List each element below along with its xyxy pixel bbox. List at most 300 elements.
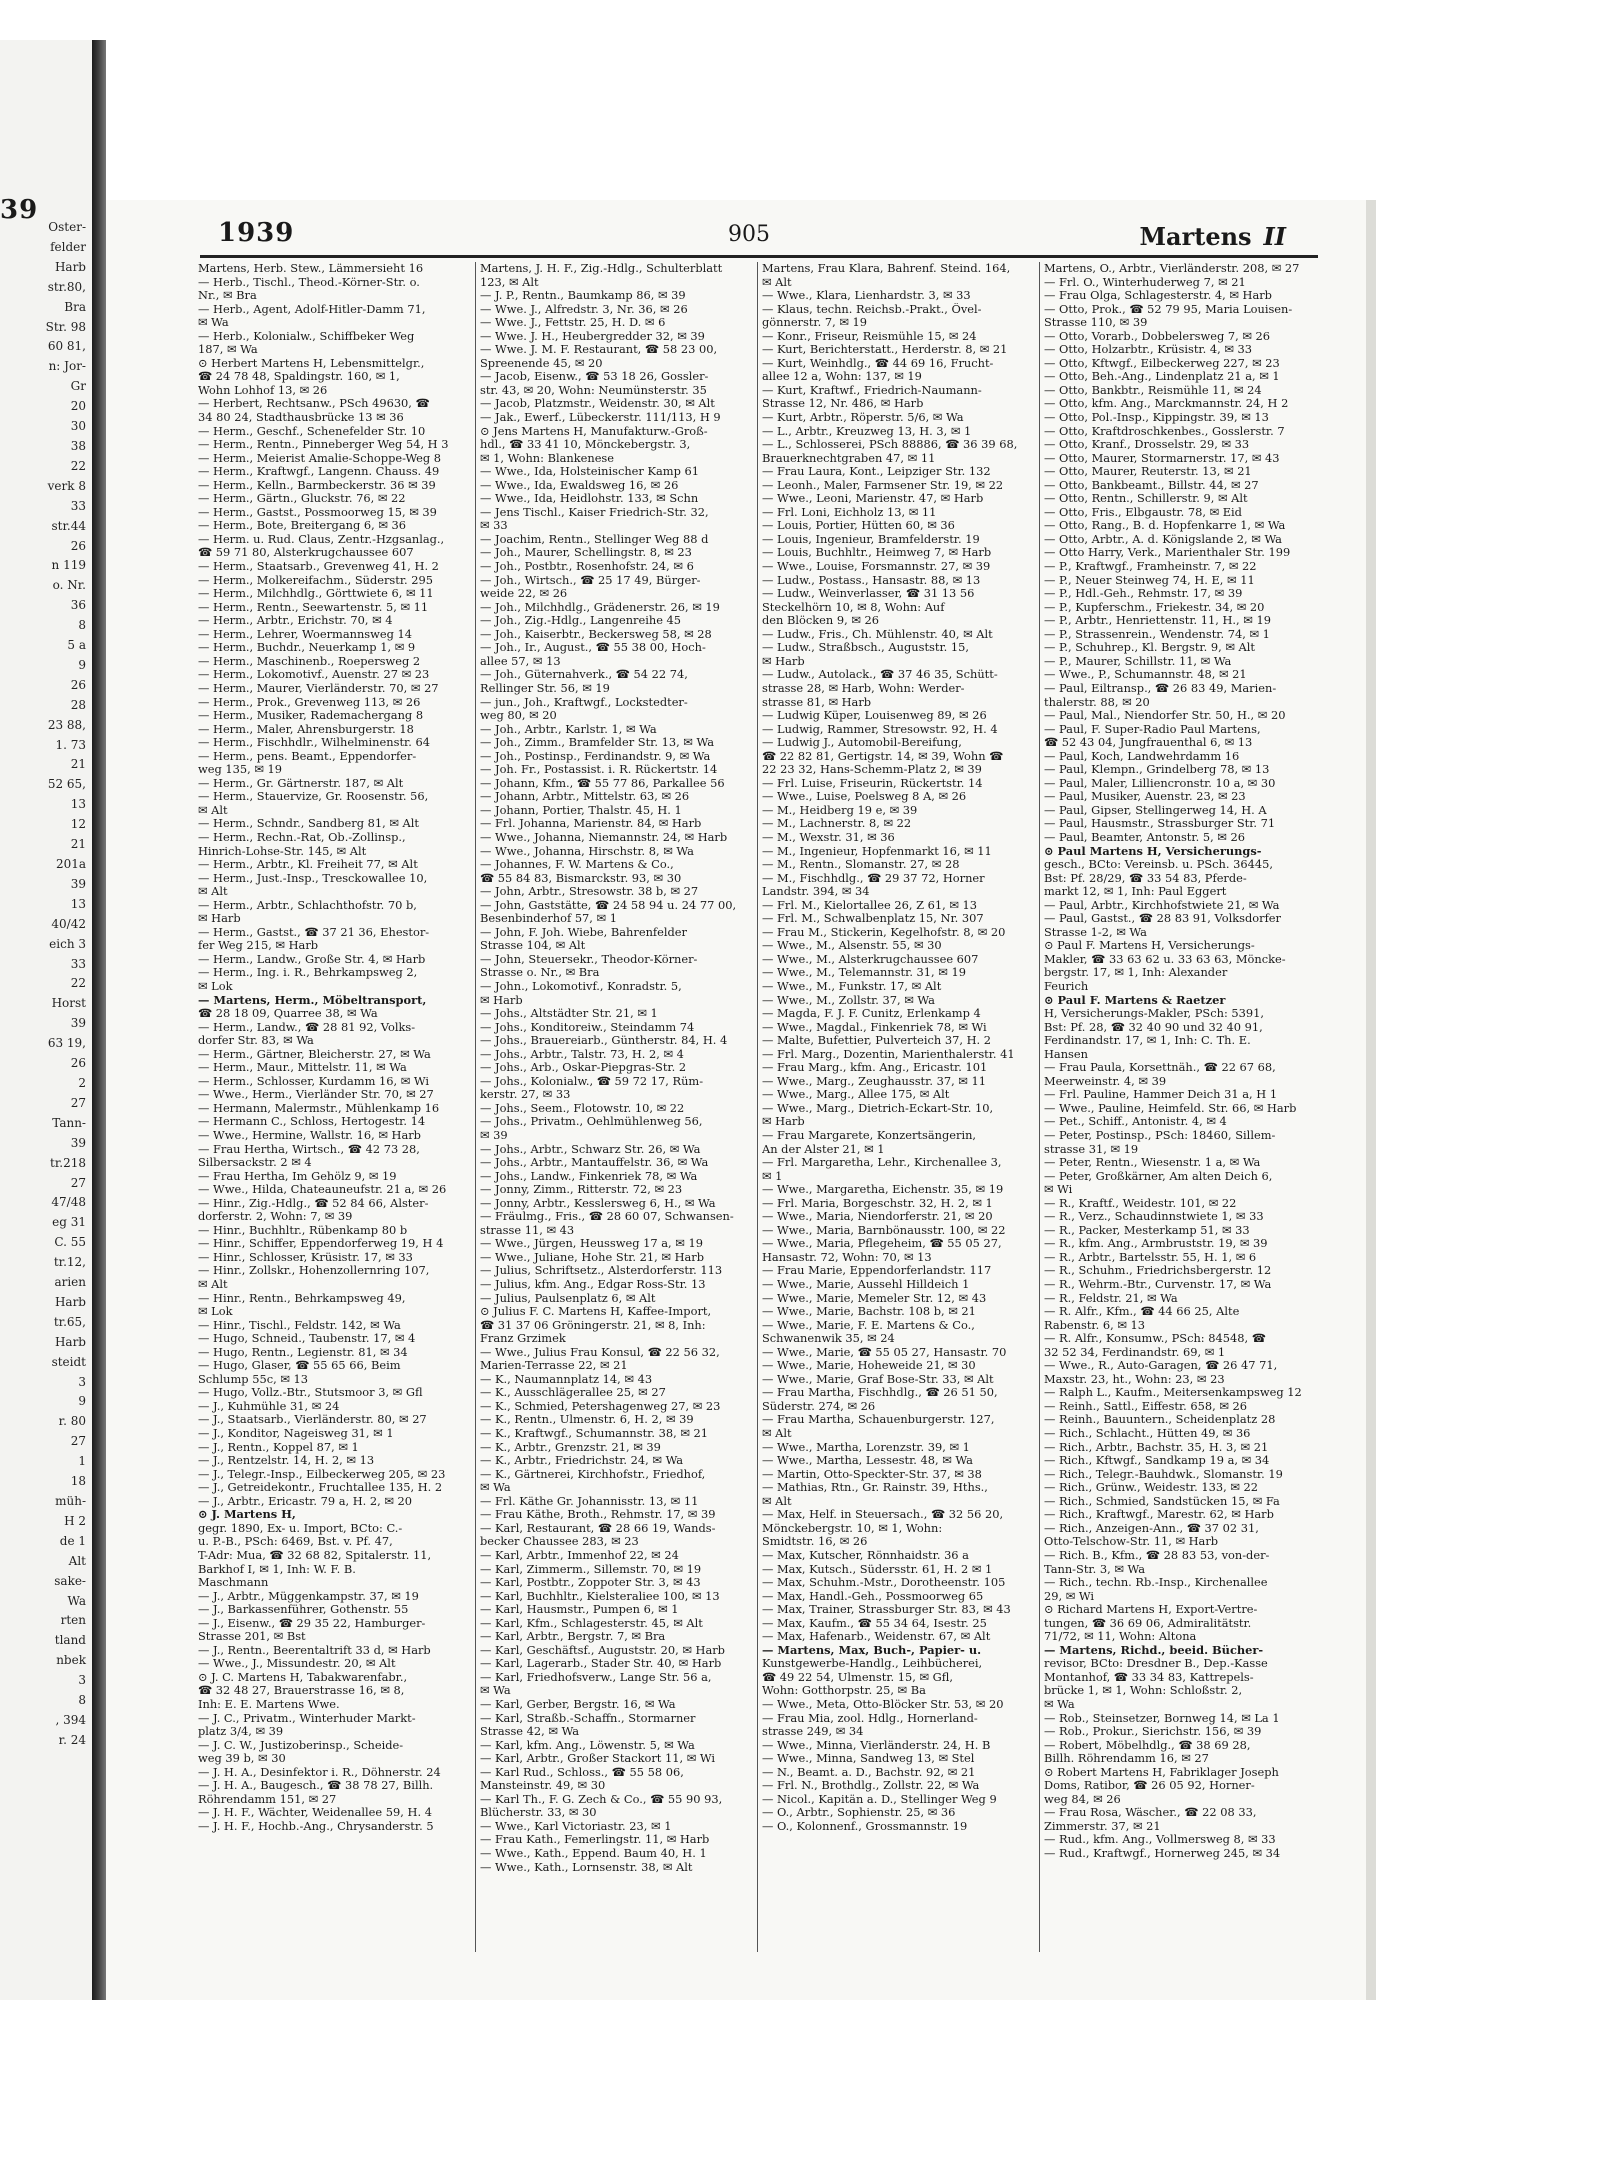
- directory-entry: — Frau Rosa, Wäscher., ☎ 22 08 33,: [1044, 1806, 1257, 1820]
- directory-entry: — Herm., Maler, Ahrensburgerstr. 18: [198, 722, 414, 736]
- directory-entry: — M., Rentn., Slomanstr. 27, ✉ 28: [762, 858, 960, 872]
- directory-entry: Maxstr. 23, ht., Wohn: 23, ✉ 23: [1044, 1372, 1225, 1386]
- directory-entry: — M., Ingenieur, Hopfenmarkt 16, ✉ 11: [762, 844, 992, 858]
- directory-entry: — Wwe., Jürgen, Heussweg 17 a, ✉ 19: [480, 1237, 703, 1251]
- directory-entry: — Ludw., Autolack., ☎ 37 46 35, Schütt-: [762, 668, 998, 682]
- page-header: [108, 208, 1316, 251]
- directory-entry: — Otto, Vorarb., Dobbelersweg 7, ✉ 26: [1044, 329, 1271, 343]
- directory-entry: Süderstr. 274, ✉ 26: [762, 1399, 876, 1413]
- directory-entry: Maschmann: [198, 1576, 269, 1590]
- directory-entry: weide 22, ✉ 26: [480, 587, 568, 601]
- directory-entry: 22 23 32, Hans-Schemm-Platz 2, ✉ 39: [762, 763, 982, 777]
- directory-entry: Tann-Str. 3, ✉ Wa: [1044, 1562, 1146, 1576]
- directory-entry: — Frl. Margaretha, Lehr., Kirchenallee 3,: [762, 1156, 1002, 1170]
- previous-page-fragment: nbek: [56, 1653, 86, 1668]
- directory-entry: — Herm. u. Rud. Claus, Zentr.-Hzgsanlag.,: [198, 532, 445, 546]
- previous-page-fragment: Gr: [70, 379, 86, 394]
- directory-entry: — Herm., Schndr., Sandberg 81, ✉ Alt: [198, 817, 419, 831]
- previous-page-fragment: r. 24: [58, 1732, 86, 1747]
- directory-entry: Brauerknechtgraben 47, ✉ 11: [762, 451, 936, 465]
- directory-entry: — K., Kraftwgf., Schumannstr. 38, ✉ 21: [480, 1427, 709, 1441]
- directory-entry: — K., Ausschlägerallee 25, ✉ 27: [480, 1386, 666, 1400]
- directory-entry: — P., Kraftwgf., Framheinstr. 7, ✉ 22: [1044, 560, 1257, 574]
- previous-page-fragment: 39: [70, 1135, 86, 1150]
- directory-entry: — Ludwig, Rammer, Stresowstr. 92, H. 4: [762, 722, 998, 736]
- previous-page-fragment: Wa: [67, 1593, 86, 1608]
- directory-entry: — Jacob, Platzmstr., Weidenstr. 30, ✉ Alt: [480, 397, 715, 411]
- directory-entry: — Joh., Postbtr., Rosenhofstr. 24, ✉ 6: [480, 560, 694, 574]
- directory-entry: — Wwe. J., Fettstr. 25, H. D. ✉ 6: [480, 316, 666, 330]
- directory-entry: platz 3/4, ✉ 39: [198, 1725, 284, 1739]
- previous-page-fragment: tr.12,: [53, 1255, 86, 1270]
- directory-entry: — Hinr., Zollskr., Hohenzollernring 107,: [198, 1264, 430, 1278]
- directory-entry: ✉ Lok: [198, 979, 233, 993]
- directory-entry: — Johs., Arb., Oskar-Piepgras-Str. 2: [480, 1061, 687, 1075]
- directory-entry: — Wwe., J., Missundestr. 20, ✉ Alt: [198, 1657, 396, 1671]
- directory-entry: — Wwe., Marie, Hoheweide 21, ✉ 30: [762, 1359, 976, 1373]
- directory-entry: — Herm., Staatsarb., Grevenweg 41, H. 2: [198, 560, 439, 574]
- directory-entry: Steckelhörn 10, ✉ 8, Wohn: Auf: [762, 600, 945, 614]
- directory-entry: — Karl, Lagerarb., Stader Str. 40, ✉ Harb: [480, 1657, 722, 1671]
- directory-entry: Wohn Lohhof 13, ✉ 26: [198, 383, 328, 397]
- directory-entry: — Wwe., Marie, Bachstr. 108 b, ✉ 21: [762, 1305, 976, 1319]
- directory-entry: — Rob., Prokur., Sierichstr. 156, ✉ 39: [1044, 1725, 1262, 1739]
- directory-entry: — Wwe., Julius Frau Konsul, ☎ 22 56 32,: [480, 1345, 720, 1359]
- directory-entry: — Klaus, techn. Reichsb.-Prakt., Övel-: [762, 302, 982, 316]
- previous-page-fragment: 28: [70, 697, 86, 712]
- directory-entry: — J. P., Rentn., Baumkamp 86, ✉ 39: [480, 289, 686, 303]
- directory-entry: — Rud., kfm. Ang., Vollmersweg 8, ✉ 33: [1044, 1833, 1276, 1847]
- directory-entry: — Paul, Beamter, Antonstr. 5, ✉ 26: [1044, 830, 1245, 844]
- previous-page-fragment: tland: [54, 1633, 86, 1648]
- previous-page-fragment: 63 19,: [47, 1036, 86, 1051]
- directory-entry: — Paul, Hausmstr., Strassburger Str. 71: [1044, 817, 1276, 831]
- directory-entry: Montanhof, ☎ 33 34 83, Kattrepels-: [1044, 1670, 1254, 1684]
- directory-entry: — Louis, Portier, Hütten 60, ✉ 36: [762, 519, 955, 533]
- directory-entry: — Herm., Geschf., Schenefelder Str. 10: [198, 424, 426, 438]
- directory-entry: Mönckebergstr. 10, ✉ 1, Wohn:: [762, 1521, 943, 1535]
- directory-entry: — John., Lokomotivf., Konradstr. 5,: [480, 979, 682, 993]
- directory-entry: — Wwe., Maria, Barnbönausstr. 100, ✉ 22: [762, 1223, 1006, 1237]
- directory-entry: — Wwe., Luise, Poelsweg 8 A, ✉ 26: [762, 790, 967, 804]
- directory-entry: ⊙ Paul F. Martens H, Versicherungs-: [1044, 939, 1255, 953]
- previous-page-fragment: 60 81,: [47, 339, 86, 354]
- directory-entry: — J. H. A., Desinfektor i. R., Döhnerstr. 24: [198, 1765, 441, 1779]
- directory-entry: ⊙ Herbert Martens H, Lebensmittelgr.,: [198, 356, 425, 370]
- page-year: 1939: [218, 218, 295, 248]
- directory-entry: — Robert, Möbelhdlg., ☎ 38 69 28,: [1044, 1738, 1251, 1752]
- directory-entry: ☎ 22 82 81, Gertigstr. 14, ✉ 39, Wohn ☎: [762, 749, 1004, 763]
- directory-entry: — Joh. Fr., Postassist. i. R. Rückertstr. 14: [480, 763, 718, 777]
- directory-entry: ✉ Alt: [762, 275, 792, 289]
- column-1: [198, 262, 466, 1952]
- previous-page-fragment: 1: [78, 1454, 86, 1469]
- directory-entry: ✉ Alt: [762, 1427, 792, 1441]
- directory-entry: Mansteinstr. 49, ✉ 30: [480, 1779, 606, 1793]
- directory-entry: — John, Steuersekr., Theodor-Körner-: [480, 952, 698, 966]
- previous-page-fragment: de 1: [59, 1533, 86, 1548]
- directory-entry: Besenbinderhof 57, ✉ 1: [480, 912, 617, 926]
- directory-entry: — J. H. F., Hochb.-Ang., Chrysanderstr. 5: [198, 1819, 434, 1833]
- directory-entry: Otto-Telschow-Str. 11, ✉ Harb: [1044, 1535, 1219, 1549]
- directory-entry: — P., Arbtr., Henriettenstr. 11, H., ✉ 19: [1044, 614, 1271, 628]
- directory-entry: ⊙ Julius F. C. Martens H, Kaffee-Import,: [480, 1305, 712, 1319]
- directory-entry: — R. Alfr., Kfm., ☎ 44 66 25, Alte: [1044, 1305, 1240, 1319]
- previous-page-fragment: 21: [70, 837, 86, 852]
- directory-entry: — Kurt, Arbtr., Röperstr. 5/6, ✉ Wa: [762, 411, 964, 425]
- previous-page-fragment: 18: [70, 1474, 86, 1489]
- directory-entry: — Wwe., Kath., Eppend. Baum 40, H. 1: [480, 1846, 707, 1860]
- directory-entry: — Frl. Loni, Eichholz 13, ✉ 11: [762, 505, 937, 519]
- directory-entry: ✉ Wa: [480, 1684, 511, 1698]
- directory-entry: — Reinh., Sattl., Eiffestr. 658, ✉ 26: [1044, 1399, 1248, 1413]
- directory-entry: — P., Neuer Steinweg 74, H. E, ✉ 11: [1044, 573, 1255, 587]
- directory-entry: — Frl. M., Schwalbenplatz 15, Nr. 307: [762, 912, 984, 926]
- directory-entry: — Wwe., Marie, ☎ 55 05 27, Hansastr. 70: [762, 1345, 1007, 1359]
- column-2: [480, 262, 748, 1952]
- directory-entry: — Rich., Arbtr., Bachstr. 35, H. 3, ✉ 21: [1044, 1440, 1269, 1454]
- previous-page-fragment: 38: [70, 438, 86, 453]
- directory-entry: — Otto, Bankbeamt., Billstr. 44, ✉ 27: [1044, 478, 1259, 492]
- previous-page-fragment: müh-: [55, 1494, 86, 1508]
- previous-page-fragment: tr.65,: [53, 1314, 86, 1329]
- previous-page-fragment: Horst: [51, 996, 86, 1011]
- directory-entry: — Frl. Luise, Friseurin, Rückertstr. 14: [762, 776, 983, 790]
- previous-page-fragment: 27: [70, 1095, 86, 1110]
- directory-entry: — Johs., Landw., Finkenriek 78, ✉ Wa: [480, 1169, 698, 1183]
- directory-entry: — Johs., Brauereiarb., Güntherstr. 84, H. 4: [480, 1034, 728, 1048]
- directory-entry: An der Alster 21, ✉ 1: [762, 1142, 885, 1156]
- directory-entry: ✉ Harb: [762, 654, 805, 668]
- previous-page-fragment: 22: [70, 458, 86, 473]
- previous-page-fragment: 1. 73: [55, 737, 86, 752]
- directory-entry: — Herm., Just.-Insp., Tresckowallee 10,: [198, 871, 428, 885]
- directory-entry: — J., Getreidekontr., Fruchtallee 135, H. 2: [198, 1481, 443, 1495]
- directory-entry: — R., Schuhm., Friedrichsbergerstr. 12: [1044, 1264, 1272, 1278]
- directory-entry: — Otto, Maurer, Stormarnerstr. 17, ✉ 43: [1044, 451, 1280, 465]
- directory-entry: — Herm., Arbtr., Kl. Freiheit 77, ✉ Alt: [198, 858, 418, 872]
- directory-entry: Bst: Pf. 28/29, ☎ 33 54 83, Pferde-: [1044, 871, 1247, 885]
- directory-entry: — Hermann C., Schloss, Hertogestr. 14: [198, 1115, 426, 1129]
- directory-entry: weg 135, ✉ 19: [198, 763, 283, 777]
- directory-entry: hdl., ☎ 33 41 10, Mönckebergstr. 3,: [480, 438, 691, 452]
- directory-entry: — Ludw., Weinverlasser, ☎ 31 13 56: [762, 587, 975, 601]
- directory-entry: — Rich. B., Kfm., ☎ 28 83 53, von-der-: [1044, 1548, 1270, 1562]
- running-head: [1139, 222, 1286, 251]
- previous-page-fragment: Str. 98: [45, 319, 86, 334]
- directory-entry: — J., Staatsarb., Vierländerstr. 80, ✉ 27: [198, 1413, 427, 1427]
- directory-entry: — Paul, Mal., Niendorfer Str. 50, H., ✉ 20: [1044, 709, 1286, 723]
- previous-page-fragment: str.80,: [47, 279, 86, 294]
- previous-page-fragment: 26: [70, 538, 86, 553]
- directory-entry: Spreenende 45, ✉ 20: [480, 356, 603, 370]
- directory-entry: — Hugo, Schneid., Taubenstr. 17, ✉ 4: [198, 1332, 416, 1346]
- directory-entry: — Frau Hertha, Im Gehölz 9, ✉ 19: [198, 1169, 397, 1183]
- directory-entry: — Max, Handl.-Geh., Possmoorweg 65: [762, 1589, 984, 1603]
- directory-entry: fer Weg 215, ✉ Harb: [198, 939, 319, 953]
- directory-entry: gesch., BCto: Vereinsb. u. PSch. 36445,: [1044, 858, 1273, 872]
- previous-page-strip: [0, 40, 92, 2000]
- directory-entry: — Hugo, Glaser, ☎ 55 65 66, Beim: [198, 1359, 401, 1373]
- directory-entry: — Julius, Paulsenplatz 6, ✉ Alt: [480, 1291, 656, 1305]
- directory-entry: — Wwe., Marie, F. E. Martens & Co.,: [762, 1318, 975, 1332]
- directory-entry: — Wwe., Johanna, Hirschstr. 8, ✉ Wa: [480, 844, 694, 858]
- directory-entry: — Paul, Maler, Lilliencronstr. 10 a, ✉ 30: [1044, 776, 1276, 790]
- directory-entry: den Blöcken 9, ✉ 26: [762, 614, 879, 628]
- previous-page-fragment: r. 80: [58, 1414, 86, 1429]
- directory-entry: — O., Kolonnenf., Grossmannstr. 19: [762, 1819, 968, 1833]
- directory-columns: [198, 262, 1324, 1952]
- directory-entry: — Karl, Restaurant, ☎ 28 66 19, Wands-: [480, 1521, 716, 1535]
- directory-entry: Röhrendamm 151, ✉ 27: [198, 1792, 337, 1806]
- directory-entry: — Martin, Otto-Speckter-Str. 37, ✉ 38: [762, 1467, 982, 1481]
- directory-entry: Billh. Röhrendamm 16, ✉ 27: [1044, 1752, 1209, 1766]
- directory-entry: — Frl. Pauline, Hammer Deich 31 a, H 1: [1044, 1088, 1278, 1102]
- directory-entry: — Otto Harry, Verk., Marienthaler Str. 199: [1044, 546, 1291, 560]
- directory-entry: Strasse 201, ✉ Bst: [198, 1630, 306, 1644]
- directory-entry: — Karl, Geschäftsf., Auguststr. 20, ✉ Harb: [480, 1643, 725, 1657]
- directory-entry: Schwanenwik 35, ✉ 24: [762, 1332, 895, 1346]
- previous-page-fragment: 3: [78, 1374, 86, 1389]
- directory-entry: ✉ Wa: [480, 1481, 511, 1495]
- directory-entry: — Max, Schuhm.-Mstr., Dorotheenstr. 105: [762, 1576, 1006, 1590]
- directory-entry: — N., Beamt. a. D., Bachstr. 92, ✉ 21: [762, 1765, 976, 1779]
- previous-page-fragment: 52 65,: [47, 777, 86, 792]
- directory-entry: — Frau Kath., Femerlingstr. 11, ✉ Harb: [480, 1833, 710, 1847]
- directory-entry: — Wwe., Marg., Zeughausstr. 37, ✉ 11: [762, 1074, 986, 1088]
- directory-entry: — Hinr., Buchhltr., Rübenkamp 80 b: [198, 1223, 408, 1237]
- directory-entry: ✉ Wa: [1044, 1697, 1075, 1711]
- previous-page-fragment: n: Jor-: [48, 359, 86, 374]
- directory-entry: — Fräulmg., Fris., ☎ 28 60 07, Schwansen-: [480, 1210, 734, 1224]
- directory-entry: — Wwe., M., Zollstr. 37, ✉ Wa: [762, 993, 935, 1007]
- directory-entry: — Otto, Pol.-Insp., Kippingstr. 39, ✉ 13: [1044, 411, 1269, 425]
- directory-entry: — Julius, Schriftsetz., Alsterdorferstr. 113: [480, 1264, 723, 1278]
- directory-entry: — Herbert, Rechtsanw., PSch 49630, ☎: [198, 397, 430, 411]
- directory-entry: — Louis, Ingenieur, Bramfelderstr. 19: [762, 532, 980, 546]
- directory-entry: — Otto, Prok., ☎ 52 79 95, Maria Louisen-: [1044, 302, 1293, 316]
- directory-entry: 187, ✉ Wa: [198, 343, 258, 357]
- directory-entry: — Rich., Schmied, Sandstücken 15, ✉ Fa: [1044, 1494, 1280, 1508]
- previous-page-fragment: 13: [70, 896, 86, 911]
- directory-entry: Doms, Ratibor, ☎ 26 05 92, Horner-: [1044, 1779, 1255, 1793]
- directory-entry: ✉ Harb: [198, 912, 241, 926]
- directory-entry: — Herm., Lehrer, Woermannsweg 14: [198, 627, 413, 641]
- directory-entry: ☎ 49 22 54, Ulmenstr. 15, ✉ Gfl,: [762, 1670, 953, 1684]
- directory-entry: ☎ 52 43 04, Jungfrauenthal 6, ✉ 13: [1044, 736, 1253, 750]
- directory-entry: — Ludwig Küper, Louisenweg 89, ✉ 26: [762, 709, 987, 723]
- directory-entry: — Nicol., Kapitän a. D., Stellinger Weg 9: [762, 1792, 997, 1806]
- directory-entry: — J., Rentn., Koppel 87, ✉ 1: [198, 1440, 359, 1454]
- directory-entry: — Wwe., Juliane, Hohe Str. 21, ✉ Harb: [480, 1250, 705, 1264]
- directory-entry: — Karl, Arbtr., Großer Stackort 11, ✉ Wi: [480, 1752, 716, 1766]
- directory-entry: — Karl, kfm. Ang., Löwenstr. 5, ✉ Wa: [480, 1738, 695, 1752]
- directory-entry: — Wwe., Minna, Sandweg 13, ✉ Stel: [762, 1752, 975, 1766]
- directory-entry: gönnerstr. 7, ✉ 19: [762, 316, 868, 330]
- directory-entry: — Ralph L., Kaufm., Meitersenkampsweg 12: [1044, 1386, 1302, 1400]
- directory-entry: str. 43, ✉ 20, Wohn: Neumünsterstr. 35: [480, 383, 707, 397]
- directory-entry: — Joh., Postinsp., Ferdinandstr. 9, ✉ Wa: [480, 749, 711, 763]
- directory-entry: — Frl. O., Winterhuderweg 7, ✉ 21: [1044, 275, 1246, 289]
- directory-entry: — Hugo, Rentn., Legienstr. 81, ✉ 34: [198, 1345, 408, 1359]
- directory-entry: — Frau Mia, zool. Hdlg., Hornerland-: [762, 1711, 978, 1725]
- directory-entry: ☎ 32 48 27, Brauerstrasse 16, ✉ 8,: [198, 1684, 405, 1698]
- directory-entry: Rabenstr. 6, ✉ 13: [1044, 1318, 1146, 1332]
- directory-entry: — Otto, Bankbtr., Reismühle 11, ✉ 24: [1044, 383, 1262, 397]
- directory-entry: Rellinger Str. 56, ✉ 19: [480, 681, 610, 695]
- directory-entry: — Jacob, Eisenw., ☎ 53 18 26, Gossler-: [480, 370, 709, 384]
- directory-entry: Strasse 110, ✉ 39: [1044, 316, 1148, 330]
- directory-entry: H, Versicherungs-Makler, PSch: 5391,: [1044, 1007, 1265, 1021]
- directory-entry: — Karl, Arbtr., Immenhof 22, ✉ 24: [480, 1548, 679, 1562]
- directory-entry: — Johs., Konditoreiw., Steindamm 74: [480, 1020, 695, 1034]
- directory-entry: — Max, Kaufm., ☎ 55 34 64, Isestr. 25: [762, 1616, 987, 1630]
- previous-page-fragment: Bra: [64, 299, 86, 314]
- previous-page-fragment: 26: [70, 1056, 86, 1071]
- directory-entry: — Wwe., Magdal., Finkenriek 78, ✉ Wi: [762, 1020, 987, 1034]
- directory-entry: — Wwe., Hilda, Chateauneufstr. 21 a, ✉ 26: [198, 1183, 447, 1197]
- directory-entry: ✉ Lok: [198, 1305, 233, 1319]
- directory-entry: — Wwe., Marie, Memeler Str. 12, ✉ 43: [762, 1291, 987, 1305]
- previous-page-fragment: 23 88,: [47, 717, 86, 732]
- directory-entry: — Frau Hertha, Wirtsch., ☎ 42 73 28,: [198, 1142, 420, 1156]
- previous-page-fragment: 20: [70, 399, 86, 414]
- directory-entry: — R. Alfr., Konsumw., PSch: 84548, ☎: [1044, 1332, 1266, 1346]
- previous-page-fragment: 33: [70, 956, 86, 971]
- directory-entry: — Otto, kfm. Ang., Marckmannstr. 24, H 2: [1044, 397, 1289, 411]
- directory-entry: — Joh., Güternahverk., ☎ 54 22 74,: [480, 668, 688, 682]
- directory-entry: — Wwe., Louise, Forsmannstr. 27, ✉ 39: [762, 560, 991, 574]
- directory-entry: — Otto, Maurer, Reuterstr. 13, ✉ 21: [1044, 465, 1252, 479]
- directory-entry: — Herm., Molkereifachm., Süderstr. 295: [198, 573, 434, 587]
- directory-entry: — Otto, Kraftdroschkenbes., Gosslerstr. 7: [1044, 424, 1285, 438]
- directory-entry: Strasse 42, ✉ Wa: [480, 1725, 580, 1739]
- directory-entry: — Joh., Kaiserbtr., Beckersweg 58, ✉ 28: [480, 627, 712, 641]
- directory-entry: — Max, Kutsch., Südersstr. 61, H. 2 ✉ 1: [762, 1562, 993, 1576]
- directory-entry: — Paul, Klempn., Grindelberg 78, ✉ 13: [1044, 763, 1270, 777]
- directory-entry: — R., Wehrm.-Btr., Curvenstr. 17, ✉ Wa: [1044, 1278, 1272, 1292]
- directory-entry: — Paul, Musiker, Auenstr. 23, ✉ 23: [1044, 790, 1246, 804]
- directory-entry: — Reinh., Bauuntern., Scheidenplatz 28: [1044, 1413, 1276, 1427]
- directory-entry: — Karl Th., F. G. Zech & Co., ☎ 55 90 93,: [480, 1792, 723, 1806]
- directory-entry: — J., Telegr.-Insp., Eilbeckerweg 205, ✉ 23: [198, 1467, 446, 1481]
- directory-entry: weg 80, ✉ 20: [480, 709, 557, 723]
- directory-entry: — Otto, Arbtr., A. d. Königslande 2, ✉ Wa: [1044, 532, 1282, 546]
- directory-entry: — Herm., Milchhdlg., Görttwiete 6, ✉ 11: [198, 587, 434, 601]
- directory-entry: ☎ 31 37 06 Gröningerstr. 21, ✉ 8, Inh:: [480, 1318, 706, 1332]
- directory-entry: — Malte, Bufettier, Pulverteich 37, H. 2: [762, 1034, 992, 1048]
- previous-page-fragment: 12: [70, 817, 86, 832]
- directory-entry: — Otto, Rentn., Schillerstr. 9, ✉ Alt: [1044, 492, 1248, 506]
- directory-entry: ☎ 55 84 83, Bismarckstr. 93, ✉ 30: [480, 871, 682, 885]
- directory-entry: markt 12, ✉ 1, Inh: Paul Eggert: [1044, 885, 1227, 899]
- directory-entry: — Herm., Landw., Große Str. 4, ✉ Harb: [198, 952, 426, 966]
- directory-entry: — J. C., Privatm., Winterhuder Markt-: [198, 1711, 416, 1725]
- directory-entry: — Johannes, F. W. Martens & Co.,: [480, 858, 674, 872]
- directory-entry: — John, Arbtr., Stresowstr. 38 b, ✉ 27: [480, 885, 699, 899]
- directory-entry: — Herm., Meierist Amalie-Schoppe-Weg 8: [198, 451, 442, 465]
- directory-entry: — Joh., Milchhdlg., Grädenerstr. 26, ✉ 19: [480, 600, 720, 614]
- directory-entry: — Wwe., M., Alsenstr. 55, ✉ 30: [762, 939, 942, 953]
- directory-entry: — Wwe. J. M. F. Restaurant, ☎ 58 23 00,: [480, 343, 718, 357]
- directory-entry: — Herm., Rentn., Seewartenstr. 5, ✉ 11: [198, 600, 429, 614]
- directory-entry: — K., Gärtnerei, Kirchhofstr., Friedhof,: [480, 1467, 706, 1481]
- directory-entry: — Hinr., Schlosser, Krüsistr. 17, ✉ 33: [198, 1250, 413, 1264]
- directory-entry: Landstr. 394, ✉ 34: [762, 885, 870, 899]
- directory-entry: — J., Konditor, Nageisweg 31, ✉ 1: [198, 1427, 394, 1441]
- directory-entry: — Wwe., Martha, Lessestr. 48, ✉ Wa: [762, 1454, 973, 1468]
- directory-entry: — Herm., pens. Beamt., Eppendorfer-: [198, 749, 417, 763]
- directory-entry: Strasse 104, ✉ Alt: [480, 939, 586, 953]
- directory-entry: strasse 249, ✉ 34: [762, 1725, 864, 1739]
- directory-entry: — Karl, Gerber, Bergstr. 16, ✉ Wa: [480, 1697, 676, 1711]
- directory-entry: 29, ✉ Wi: [1044, 1589, 1095, 1603]
- directory-entry: — Herb., Tischl., Theod.-Körner-Str. o.: [198, 275, 420, 289]
- directory-entry: Martens, J. H. F., Zig.-Hdlg., Schulterblatt: [480, 262, 723, 275]
- directory-entry: ⊙ J. C. Martens H, Tabakwarenfabr.,: [198, 1670, 408, 1684]
- directory-entry: — Jak., Ewerf., Lübeckerstr. 111/113, H 9: [480, 411, 721, 425]
- directory-entry: — Karl Rud., Schloss., ☎ 55 58 06,: [480, 1765, 684, 1779]
- directory-entry: — J., Rentzelstr. 14, H. 2, ✉ 13: [198, 1454, 375, 1468]
- directory-entry: — Leonh., Maler, Farmsener Str. 19, ✉ 22: [762, 478, 1004, 492]
- directory-entry: — Ludw., Postass., Hansastr. 88, ✉ 13: [762, 573, 981, 587]
- previous-page-fragment: 8: [78, 1693, 86, 1708]
- directory-entry: — Paul, Arbtr., Kirchhofstwiete 21, ✉ Wa: [1044, 898, 1280, 912]
- directory-entry: — P., Hdl.-Geh., Rehmstr. 17, ✉ 39: [1044, 587, 1243, 601]
- directory-entry: — Rich., Kftwgf., Sandkamp 19 a, ✉ 34: [1044, 1454, 1270, 1468]
- directory-entry: — Paul, Gipser, Stellingerweg 14, H. A: [1044, 803, 1267, 817]
- directory-entry: Franz Grzimek: [480, 1332, 566, 1346]
- directory-entry: — J., Eisenw., ☎ 29 35 22, Hamburger-: [198, 1616, 426, 1630]
- running-head-section: II: [1263, 222, 1286, 251]
- directory-entry: bergstr. 17, ✉ 1, Inh: Alexander: [1044, 966, 1228, 980]
- directory-entry: — Wwe., Maria, Niendorferstr. 21, ✉ 20: [762, 1210, 993, 1224]
- directory-entry: Wohn: Gotthorpstr. 25, ✉ Ba: [762, 1684, 926, 1698]
- directory-entry: — Johs., Kolonialw., ☎ 59 72 17, Rüm-: [480, 1074, 704, 1088]
- directory-entry: ✉ Harb: [480, 993, 523, 1007]
- directory-entry: — Ludw., Straßbsch., Auguststr. 15,: [762, 641, 969, 655]
- book-gutter: [92, 40, 106, 2000]
- previous-page-fragment: tr.218: [50, 1155, 86, 1170]
- directory-entry: — Otto, Holzarbtr., Krüsistr. 4, ✉ 33: [1044, 343, 1252, 357]
- directory-entry: — Peter, Großkärner, Am alten Deich 6,: [1044, 1169, 1273, 1183]
- directory-entry: — Rich., Schlacht., Hütten 49, ✉ 36: [1044, 1427, 1251, 1441]
- directory-entry: — Herm., Landw., ☎ 28 81 92, Volks-: [198, 1020, 416, 1034]
- directory-entry: — Herm., Gärtner, Bleicherstr. 27, ✉ Wa: [198, 1047, 431, 1061]
- directory-entry: — R., Packer, Mesterkamp 51, ✉ 33: [1044, 1223, 1250, 1237]
- directory-entry: — R., kfm. Ang., Armbruststr. 19, ✉ 39: [1044, 1237, 1268, 1251]
- directory-entry: — Herm., Gr. Gärtnerstr. 187, ✉ Alt: [198, 776, 404, 790]
- directory-entry: — Frau Margarete, Konzertsängerin,: [762, 1129, 977, 1142]
- directory-entry: — Wwe., M., Alsterkrugchaussee 607: [762, 952, 979, 966]
- directory-entry: — Otto, Beh.-Ang., Lindenplatz 21 a, ✉ 1: [1044, 370, 1280, 384]
- directory-entry: Schlump 55c, ✉ 13: [198, 1372, 308, 1386]
- page-number: 905: [728, 222, 770, 247]
- directory-entry: — Herm., Maurer, Vierländerstr. 70, ✉ 27: [198, 681, 439, 695]
- directory-entry: — Rich., Grünw., Weidestr. 133, ✉ 22: [1044, 1481, 1258, 1495]
- directory-entry: — Johann, Kfm., ☎ 55 77 86, Parkallee 56: [480, 776, 725, 790]
- directory-entry: strasse 28, ✉ Harb, Wohn: Werder-: [762, 681, 965, 695]
- directory-entry: — J., Barkassenführer, Gothenstr. 55: [198, 1603, 409, 1617]
- directory-entry: ☎ 28 18 09, Quarree 38, ✉ Wa: [198, 1007, 378, 1021]
- directory-entry: Blücherstr. 33, ✉ 30: [480, 1806, 597, 1820]
- directory-entry: — Pet., Schiff., Antonistr. 4, ✉ 4: [1044, 1115, 1227, 1129]
- directory-entry: Inh: E. E. Martens Wwe.: [198, 1697, 340, 1711]
- directory-entry: — Ludw., Fris., Ch. Mühlenstr. 40, ✉ Alt: [762, 627, 993, 641]
- directory-entry: Marien-Terrasse 22, ✉ 21: [480, 1359, 628, 1373]
- directory-entry: — Max, Hafenarb., Weidenstr. 67, ✉ Alt: [762, 1630, 991, 1644]
- directory-entry: — Jonny, Zimm., Ritterstr. 72, ✉ 23: [480, 1183, 683, 1197]
